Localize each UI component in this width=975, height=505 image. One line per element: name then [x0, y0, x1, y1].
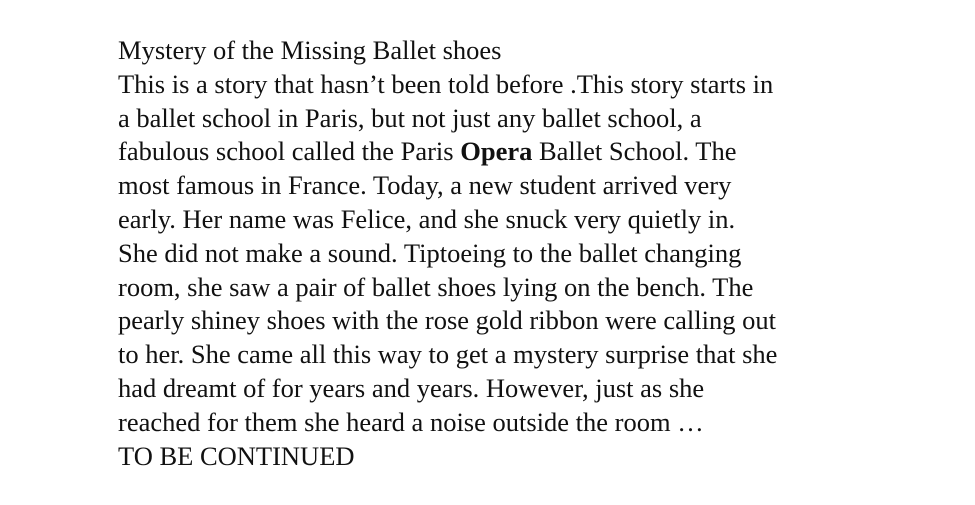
- story-line: room, she saw a pair of ballet shoes lying on the bench. The: [118, 271, 754, 302]
- story-line: had dreamt of for years and years. However, just as she: [118, 372, 705, 403]
- story-line: to her. She came all this way to get a mystery surprise that she: [118, 339, 778, 370]
- story-line: reached for them she heard a noise outside the room …: [118, 406, 704, 437]
- bold-word-opera: Opera: [460, 136, 533, 167]
- story-line: most famous in France. Today, a new student arrived very: [118, 170, 732, 201]
- story-line: a ballet school in Paris, but not just any ballet school, a: [118, 102, 702, 133]
- story-line: early. Her name was Felice, and she snuck very quietly in.: [118, 203, 736, 234]
- story-line: [118, 135, 878, 169]
- story-line: She did not make a sound. Tiptoeing to the ballet changing: [118, 237, 742, 268]
- story-line: This is a story that hasn’t been told before .This story starts in: [118, 68, 774, 99]
- story-document: [118, 34, 878, 473]
- story-title: Mystery of the Missing Ballet shoes: [118, 35, 502, 65]
- story-text: fabulous school called the Paris: [118, 136, 461, 167]
- story-text: Ballet School. The: [532, 136, 737, 167]
- story-line: pearly shiney shoes with the rose gold ribbon were calling out: [118, 305, 776, 336]
- story-ending: TO BE CONTINUED: [118, 440, 355, 471]
